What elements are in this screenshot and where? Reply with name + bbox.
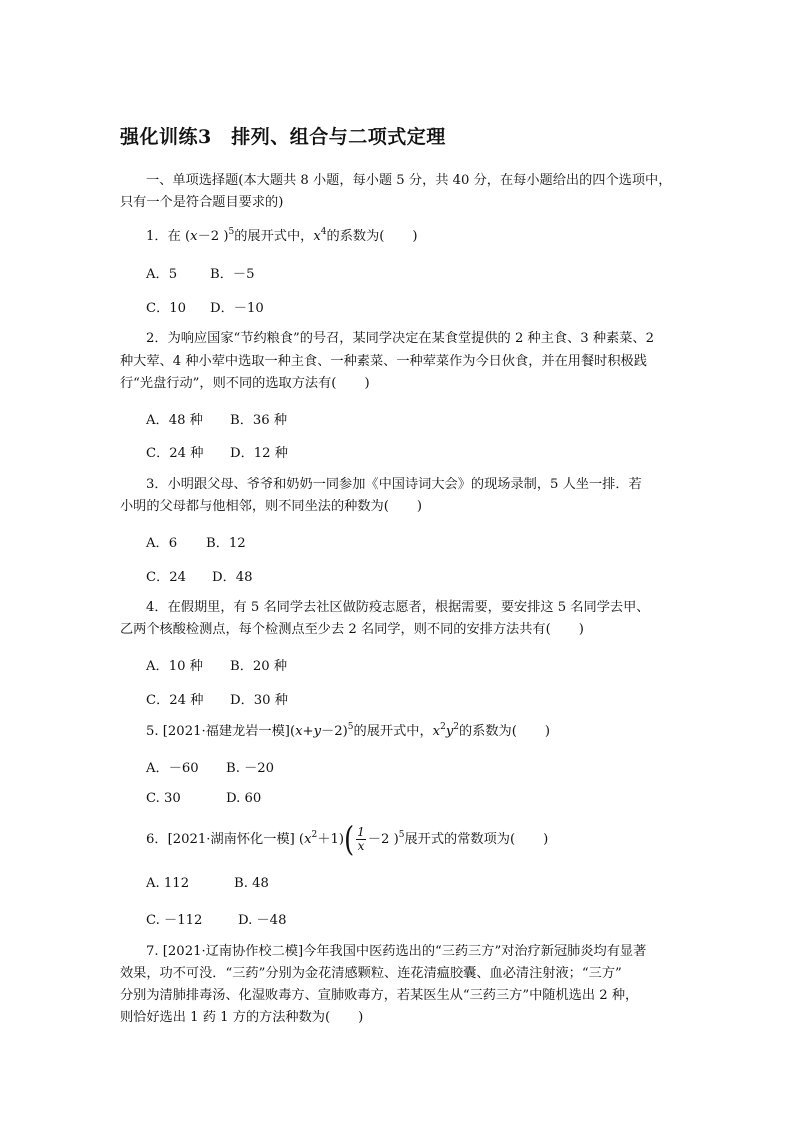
page-title: 强化训练3 排列、组合与二项式定理 xyxy=(120,126,446,148)
q2-option-d: D．12 种 xyxy=(230,446,288,461)
q3-option-b: B．12 xyxy=(206,536,246,551)
q4-option-a: A．10 种 xyxy=(146,659,203,674)
question-5: 5. [2021·福建龙岩一模]$(x+y-2)^5$的展开式中，$x^2y^2$的系数为( ) xyxy=(146,722,551,739)
question-6: 6．[2021·湖南怀化一模] $(x^2+1)$( $\frac{1}{x}$ －2 )$^5$展开式的常数项为( ) xyxy=(146,820,549,859)
q2-option-a: A．48 种 xyxy=(146,413,203,428)
q4-option-c: C．24 种 xyxy=(146,693,204,708)
question-2-line-1: 2．为响应国家“节约粮食”的号召，某同学决定在某食堂提供的 2 种主食、3 种素菜、2 xyxy=(146,331,654,346)
question-1: 1．在 (x－2 )$^5$的展开式中，$x^4$的系数为( ) xyxy=(146,227,418,244)
q6-option-c: C. －112 xyxy=(146,913,203,928)
q1-option-b: B．－5 xyxy=(210,267,255,282)
section-heading-line-2: 只有一个是符合题目要求的) xyxy=(120,195,284,210)
fraction-1-over-x: $\frac{1}{x}$ xyxy=(357,825,365,853)
q3-option-d: D．48 xyxy=(212,570,253,585)
q3-option-c: C．24 xyxy=(146,570,187,585)
q1-option-a: A．5 xyxy=(146,267,178,282)
q5-option-a: A．－60 xyxy=(146,761,199,776)
question-2-line-3: 行“光盘行动”，则不同的选取方法有( ) xyxy=(120,376,370,391)
question-7-line-1: 7. [2021·辽南协作校二模]今年我国中医药选出的“三药三方”对治疗新冠肺炎均有显著 xyxy=(146,944,647,959)
question-7-line-2: 效果，功不可没．“三药”分别为金花清感颗粒、连花清瘟胶囊、血必清注射液；“三方” xyxy=(120,966,622,981)
q6-option-b: B. 48 xyxy=(234,876,269,891)
q6-option-a: A. 112 xyxy=(146,876,190,891)
left-paren-glyph: ( xyxy=(344,820,355,859)
question-4-line-2: 乙两个核酸检测点，每个检测点至少去 2 名同学，则不同的安排方法共有( ) xyxy=(120,622,584,637)
q5-option-b: B. －20 xyxy=(226,761,275,776)
q4-option-b: B．20 种 xyxy=(230,659,288,674)
question-2-line-2: 种大荤、4 种小荤中选取一种主食、一种素菜、一种荤菜作为今日伙食，并在用餐时积极践 xyxy=(120,354,647,369)
q5-option-d: D. 60 xyxy=(226,791,262,806)
question-3-line-1: 3．小明跟父母、爷爷和奶奶一同参加《中国诗词大会》的现场录制，5 人坐一排．若 xyxy=(146,477,642,492)
q1-option-c: C．10 xyxy=(146,301,187,316)
q2-option-b: B．36 种 xyxy=(230,413,288,428)
section-heading-line-1: 一、单项选择题(本大题共 8 小题，每小题 5 分，共 40 分，在每小题给出的四个选项中， xyxy=(146,173,672,188)
q2-option-c: C．24 种 xyxy=(146,446,204,461)
question-4-line-1: 4．在假期里，有 5 名同学去社区做防疫志愿者，根据需要，要安排这 5 名同学去甲、 xyxy=(146,600,650,615)
question-3-line-2: 小明的父母都与他相邻，则不同坐法的种数为( ) xyxy=(120,499,423,514)
q4-option-d: D．30 种 xyxy=(230,693,288,708)
q1-option-d: D．－10 xyxy=(210,301,264,316)
q3-option-a: A．6 xyxy=(146,536,178,551)
question-7-line-3: 分别为清肺排毒汤、化湿败毒方、宣肺败毒方，若某医生从“三药三方”中随机选出 2 种， xyxy=(120,988,639,1003)
q6-option-d: D. －48 xyxy=(238,913,287,928)
q5-option-c: C. 30 xyxy=(146,791,181,806)
question-7-line-4: 则恰好选出 1 药 1 方的方法种数为( ) xyxy=(120,1010,364,1025)
